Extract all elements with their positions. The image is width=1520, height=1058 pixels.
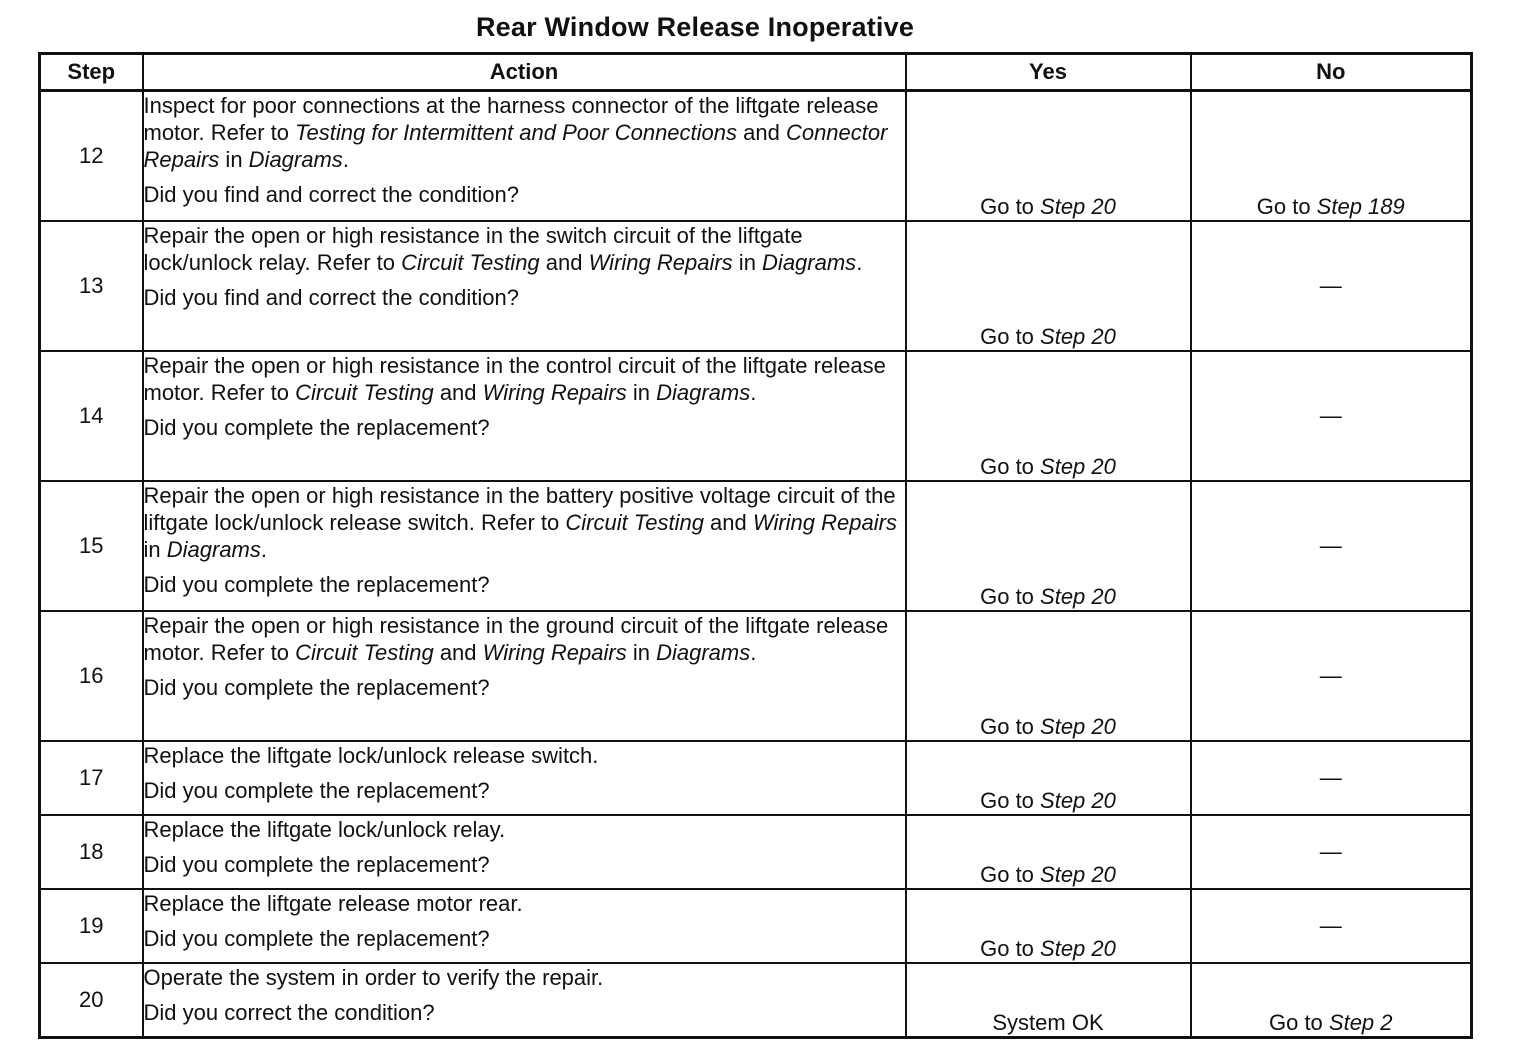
instruction-text: and <box>737 120 786 145</box>
instruction-text: . <box>750 380 757 405</box>
action-question: Did you find and correct the condition? <box>143 285 519 310</box>
yes-result <box>906 91 1191 222</box>
action-instruction <box>144 222 905 276</box>
reference-text: Wiring Repairs <box>752 510 897 535</box>
instruction-text: and <box>433 380 483 405</box>
header-row <box>40 54 1472 91</box>
action-instruction <box>144 92 905 173</box>
reference-text: Diagrams <box>656 380 751 405</box>
yes-result <box>906 611 1191 741</box>
step-reference-link[interactable]: Step 20 <box>1040 454 1116 479</box>
table-row <box>40 815 1472 889</box>
go-to-label: Go to <box>980 788 1041 813</box>
yes-result <box>906 481 1191 611</box>
action-question: Did you complete the replacement? <box>143 675 490 700</box>
go-to-label: Go to <box>980 324 1041 349</box>
action-instruction <box>144 742 905 769</box>
instruction-text: Repair the open or high resistance in the battery positive voltage circuit of the liftgate lock/unlock release switch. Refer to <box>143 483 896 535</box>
instruction-text: and <box>703 510 753 535</box>
action-instruction <box>144 964 905 991</box>
action-instruction <box>144 612 905 666</box>
go-to-label: Go to <box>1268 1010 1329 1035</box>
no-result <box>1191 91 1472 222</box>
instruction-text: in <box>732 250 763 275</box>
empty-dash: — <box>1319 403 1342 428</box>
reference-text: Testing for Intermittent and Poor Connections <box>295 120 738 145</box>
empty-dash: — <box>1319 533 1342 558</box>
step-reference-link[interactable]: Step 20 <box>1040 194 1116 219</box>
step-reference-link[interactable]: Step 20 <box>1040 788 1116 813</box>
table-row <box>40 611 1472 741</box>
table-body <box>40 91 1472 1038</box>
instruction-text: . <box>856 250 863 275</box>
empty-dash: — <box>1319 663 1342 688</box>
action-question: Did you find and correct the condition? <box>143 182 519 207</box>
step-number: 15 <box>40 481 143 611</box>
yes-result <box>906 351 1191 481</box>
instruction-text: Operate the system in order to verify the repair. <box>143 965 604 990</box>
action-question: Did you correct the condition? <box>143 1000 435 1025</box>
yes-result <box>906 889 1191 963</box>
instruction-text: Replace the liftgate release motor rear. <box>143 891 523 916</box>
no-result <box>1191 889 1472 963</box>
step-number: 17 <box>40 741 143 815</box>
yes-result <box>906 963 1191 1038</box>
action-question: Did you complete the replacement? <box>143 852 490 877</box>
empty-dash: — <box>1319 273 1342 298</box>
go-to-label: Go to <box>1256 194 1317 219</box>
instruction-text: in <box>626 380 657 405</box>
instruction-text: Inspect for poor connections at the harness connector of the liftgate release motor. Refer to <box>143 93 879 145</box>
instruction-text: Replace the liftgate lock/unlock release switch. <box>143 743 599 768</box>
go-to-label: Go to <box>980 454 1041 479</box>
reference-text: Wiring Repairs <box>588 250 733 275</box>
yes-result <box>906 815 1191 889</box>
instruction-text: in <box>626 640 657 665</box>
column-header-no: No <box>1191 54 1472 91</box>
no-result <box>1191 221 1472 351</box>
action-instruction <box>144 816 905 843</box>
yes-result <box>906 221 1191 351</box>
action-question: Did you complete the replacement? <box>143 926 490 951</box>
action-cell <box>143 221 906 351</box>
table-row <box>40 889 1472 963</box>
reference-text: Circuit Testing <box>295 640 434 665</box>
no-result <box>1191 741 1472 815</box>
reference-text: Connector Repairs <box>143 120 888 172</box>
reference-text: Wiring Repairs <box>482 380 627 405</box>
table-row <box>40 741 1472 815</box>
step-reference-link[interactable]: Step 20 <box>1040 324 1116 349</box>
step-number: 19 <box>40 889 143 963</box>
page-title: Rear Window Release Inoperative <box>475 12 915 42</box>
step-number: 14 <box>40 351 143 481</box>
column-header-step: Step <box>40 54 143 91</box>
yes-result <box>906 741 1191 815</box>
step-reference-link[interactable]: Step 20 <box>1040 862 1116 887</box>
step-reference-link[interactable]: Step 20 <box>1040 714 1116 739</box>
table-row <box>40 481 1472 611</box>
reference-text: Diagrams <box>656 640 751 665</box>
step-reference-link[interactable]: Step 20 <box>1040 936 1116 961</box>
reference-text: Diagrams <box>248 147 343 172</box>
instruction-text: Replace the liftgate lock/unlock relay. <box>143 817 506 842</box>
reference-text: Diagrams <box>762 250 857 275</box>
no-result <box>1191 963 1472 1038</box>
reference-text: Circuit Testing <box>565 510 704 535</box>
reference-text: Diagrams <box>166 537 261 562</box>
action-question: Did you complete the replacement? <box>143 778 490 803</box>
instruction-text: Repair the open or high resistance in the control circuit of the liftgate release motor. Refer to <box>143 353 886 405</box>
instruction-text: in <box>219 147 249 172</box>
action-cell <box>143 815 906 889</box>
empty-dash: — <box>1319 839 1342 864</box>
action-cell <box>143 741 906 815</box>
empty-dash: — <box>1319 913 1342 938</box>
reference-text: Wiring Repairs <box>482 640 627 665</box>
action-instruction <box>144 890 905 917</box>
reference-text: Circuit Testing <box>295 380 434 405</box>
action-question: Did you complete the replacement? <box>143 572 490 597</box>
action-cell <box>143 611 906 741</box>
step-number: 13 <box>40 221 143 351</box>
empty-dash: — <box>1319 765 1342 790</box>
instruction-text: . <box>750 640 757 665</box>
step-number: 12 <box>40 91 143 222</box>
table-row <box>40 351 1472 481</box>
instruction-text: in <box>143 537 167 562</box>
no-result <box>1191 815 1472 889</box>
no-result <box>1191 611 1472 741</box>
instruction-text: Repair the open or high resistance in the ground circuit of the liftgate release motor. Refer to <box>143 613 889 665</box>
reference-text: Circuit Testing <box>401 250 540 275</box>
step-number: 18 <box>40 815 143 889</box>
instruction-text: and <box>539 250 589 275</box>
action-cell <box>143 889 906 963</box>
action-instruction <box>144 482 905 563</box>
instruction-text: and <box>433 640 483 665</box>
instruction-text: . <box>342 147 349 172</box>
column-header-action: Action <box>143 54 906 91</box>
go-to-label: Go to <box>980 194 1041 219</box>
table-row <box>40 91 1472 222</box>
step-reference-link[interactable]: Step 20 <box>1040 584 1116 609</box>
action-cell <box>143 351 906 481</box>
action-question: Did you complete the replacement? <box>143 415 490 440</box>
action-cell <box>143 963 906 1038</box>
column-header-yes: Yes <box>906 54 1191 91</box>
no-result <box>1191 351 1472 481</box>
no-result <box>1191 481 1472 611</box>
step-number: 20 <box>40 963 143 1038</box>
instruction-text: . <box>260 537 268 562</box>
step-number: 16 <box>40 611 143 741</box>
step-reference-link[interactable]: Step 2 <box>1328 1010 1393 1035</box>
go-to-label: Go to <box>980 714 1041 739</box>
instruction-text: Repair the open or high resistance in the switch circuit of the liftgate lock/unlock relay. Refer to <box>143 223 803 275</box>
table-row <box>40 221 1472 351</box>
go-to-label: Go to <box>980 584 1041 609</box>
action-instruction <box>144 352 905 406</box>
diagnostic-table <box>38 52 1473 1039</box>
result-text: System OK <box>992 1010 1104 1035</box>
go-to-label: Go to <box>980 936 1041 961</box>
action-cell <box>143 481 906 611</box>
table-row <box>40 963 1472 1038</box>
go-to-label: Go to <box>980 862 1041 887</box>
action-cell <box>143 91 906 222</box>
step-reference-link[interactable]: Step 189 <box>1316 194 1405 219</box>
